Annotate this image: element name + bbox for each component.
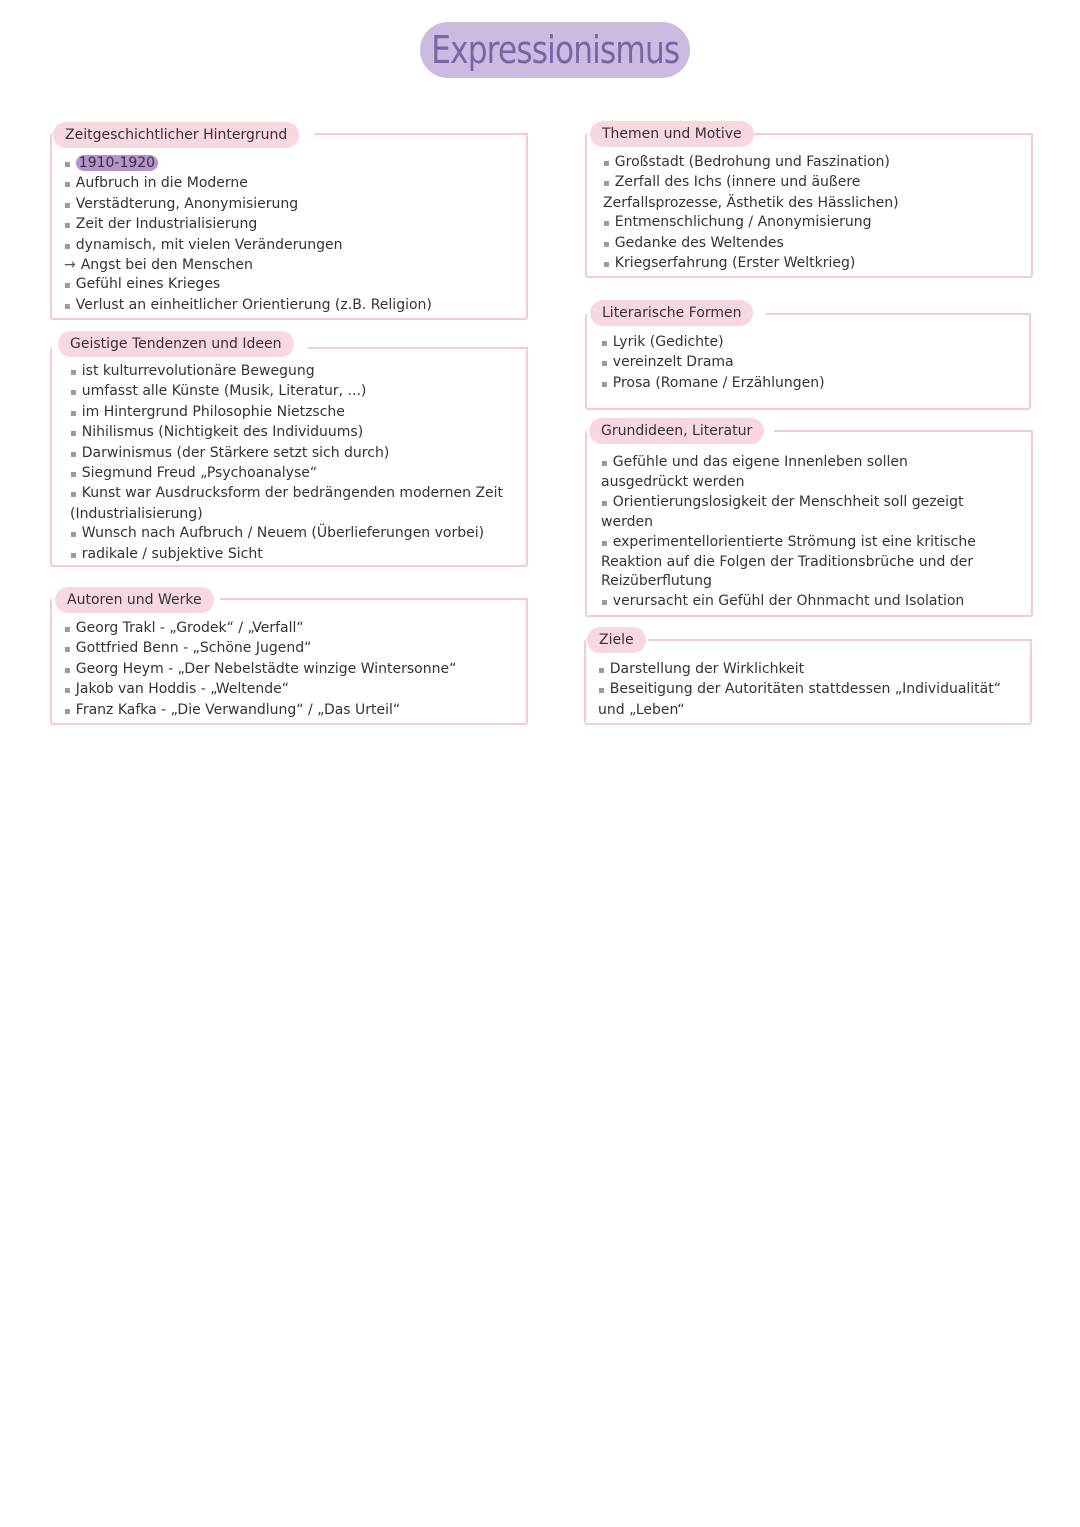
list-item: ▪ Georg Heym - „Der Nebelstädte winzige Wintersonne“ [64,660,456,680]
list-item: ▪ Zeit der Industrialisierung [64,215,432,235]
section-top-line [752,133,1033,135]
list-item: ▪ Gefühl eines Krieges [64,275,432,295]
list-item: ▪ Nihilismus (Nichtigkeit des Individuums) [70,423,503,443]
list-item: ▪ dynamisch, mit vielen Veränderungen [64,236,432,256]
autoren-list [64,619,456,721]
list-item-continuation: (Industrialisierung) [70,505,203,522]
list-item-continuation: ausgedrückt werden [601,474,745,491]
title-banner [420,22,690,78]
list-item: ▪ Kriegserfahrung (Erster Weltkrieg) [603,254,899,274]
list-item: ▪ vereinzelt Drama [601,353,825,373]
section-top-line [648,639,1032,641]
formen-list [601,333,825,394]
list-item: ▪ Georg Trakl - „Grodek“ / „Verfall“ [64,619,456,639]
list-item: ▪ Orientierungslosigkeit der Menschheit soll gezeigt [601,493,976,513]
list-item: ▪ verursacht ein Gefühl der Ohnmacht und Isolation [601,592,976,612]
page-title: Expressionismus [430,28,680,72]
section-top-line [766,313,1031,315]
list-item: ▪ Darwinismus (der Stärkere setzt sich durch) [70,444,503,464]
list-item: ▪ Franz Kafka - „Die Verwandlung“ / „Das Urteil“ [64,701,456,721]
list-item: ▪ experimentellorientierte Strömung ist eine kritische [601,533,976,553]
list-item: ▪ Lyrik (Gedichte) [601,333,825,353]
list-item: ▪ Verlust an einheitlicher Orientierung (z.B. Religion) [64,296,432,316]
section-label: Ziele [587,627,646,653]
section-top-line [308,347,528,349]
list-item: ▪ ist kulturrevolutionäre Bewegung [70,362,503,382]
list-item: ▪ Wunsch nach Aufbruch / Neuem (Überlieferungen vorbei) [70,524,503,544]
list-item: ▪ Großstadt (Bedrohung und Faszination) [603,153,899,173]
section-top-line [220,598,528,600]
arrow-item-text: Angst bei den Menschen [80,257,253,274]
list-item: ▪ im Hintergrund Philosophie Nietzsche [70,403,503,423]
list-item-continuation: Reizüberflutung [601,573,712,590]
list-item-continuation: und „Leben“ [598,701,685,718]
list-item: ▪ Darstellung der Wirklichkeit [598,660,1001,680]
section-top-line [314,133,528,135]
list-item: ▪ Jakob van Hoddis - „Weltende“ [64,680,456,700]
list-item [64,154,432,174]
grund-list [601,453,976,612]
section-label: Autoren und Werke [55,587,214,613]
list-item [64,256,432,275]
section-label: Zeitgeschichtlicher Hintergrund [53,122,299,148]
geistig-list [70,362,503,565]
list-item: ▪ Kunst war Ausdrucksform der bedrängenden modernen Zeit [70,484,503,504]
list-item: ▪ Aufbruch in die Moderne [64,174,432,194]
themen-list [603,153,899,274]
list-item: ▪ Gottfried Benn - „Schöne Jugend“ [64,639,456,659]
list-item-continuation: Zerfallsprozesse, Ästhetik des Hässlichen) [603,194,899,211]
list-item: ▪ Siegmund Freud „Psychoanalyse“ [70,464,503,484]
date-highlight: 1910-1920 [76,155,158,171]
list-item: ▪ radikale / subjektive Sicht [70,545,503,565]
section-top-line [774,430,1033,432]
list-item: ▪ Gefühle und das eigene Innenleben sollen [601,453,976,473]
arrow-right-icon: → [64,257,76,274]
section-label: Literarische Formen [590,300,753,326]
list-item: ▪ umfasst alle Künste (Musik, Literatur, ...) [70,382,503,402]
list-item-continuation: Reaktion auf die Folgen der Traditionsbrüche und der [601,554,974,571]
list-item: ▪ Beseitigung der Autoritäten stattdessen „Individualität“ [598,680,1001,700]
list-item-continuation: werden [601,514,653,531]
section-label: Themen und Motive [590,121,754,147]
ziele-list [598,660,1001,720]
section-label: Geistige Tendenzen und Ideen [58,331,294,357]
list-item: ▪ Zerfall des Ichs (innere und äußere [603,173,899,193]
list-item: ▪ Verstädterung, Anonymisierung [64,195,432,215]
section-label: Grundideen, Literatur [589,418,764,444]
list-item: ▪ Entmenschlichung / Anonymisierung [603,213,899,233]
list-item: ▪ Prosa (Romane / Erzählungen) [601,374,825,394]
list-item: ▪ Gedanke des Weltendes [603,234,899,254]
zeit-list [64,154,432,316]
